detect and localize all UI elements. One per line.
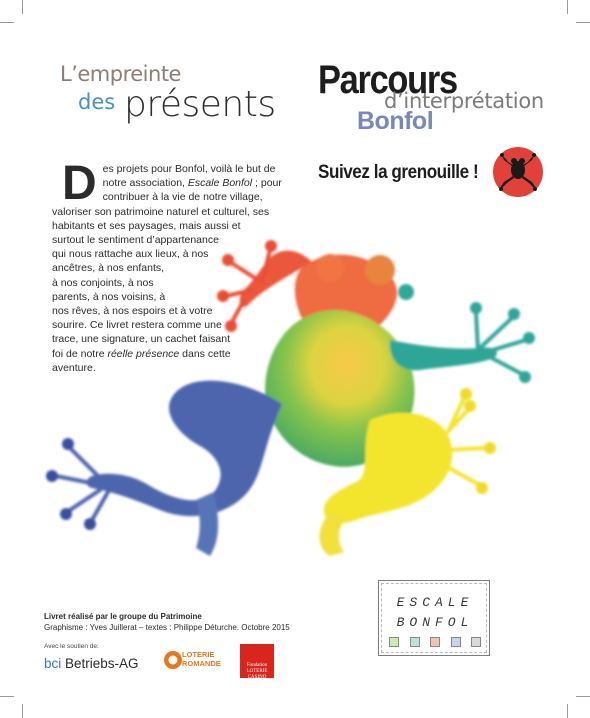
title-empreinte: L’empreinte: [60, 62, 181, 86]
loterie-line1: LOTERIE: [182, 650, 215, 659]
crop-mark: [567, 0, 568, 14]
intro-line: es projets pour Bonfol, voilà le but de: [102, 163, 276, 175]
credit-title: Livret réalisé par le groupe du Patrimoine: [44, 612, 202, 621]
intro-line: notre association, Escale Bonfol ; pour: [102, 177, 282, 190]
crop-mark: [22, 704, 23, 718]
title-parcours: Parcours: [318, 58, 457, 102]
escale-line2: BONFOL: [396, 615, 474, 630]
escale-icon-teal: [410, 637, 420, 647]
intro-line: foi de notre réelle présence dans cette: [52, 347, 231, 360]
intro-line: à nos conjoints, à nos: [52, 276, 154, 289]
escale-bonfol-stamp: [378, 580, 490, 656]
intro-line: nos rêves, à nos espoirs et à votre: [52, 305, 213, 318]
frog-badge-icon: [492, 146, 544, 198]
loterie-line2: ROMANDE: [182, 659, 221, 668]
dropcap: D: [62, 157, 97, 210]
sponsor-bci-logo: [44, 656, 139, 671]
escale-icons: [389, 637, 481, 647]
escale-icon-grey: [471, 637, 481, 647]
intro-line: habitants et ses paysages, mais aussi et: [52, 219, 241, 232]
title-presents: présents: [124, 84, 276, 125]
bci-name: Betriebs-AG: [61, 656, 139, 671]
crop-mark: [0, 696, 14, 697]
escale-icon-blue: [451, 637, 461, 647]
intro-line: sourire. Ce livret restera comme une: [52, 319, 222, 332]
sponsor-fondation-text: Fondation LOTERIE CASINO: [246, 663, 268, 680]
crop-mark: [22, 0, 23, 14]
intro-line: parents, à nos voisins, à: [52, 290, 166, 303]
intro-line: qui nous rattache aux lieux, à nos: [52, 248, 209, 261]
escale-icon-red: [430, 637, 440, 647]
subtitle-interpretation: d’interprétation: [384, 89, 544, 113]
bci-mark: bci: [44, 656, 62, 671]
support-label: Avec le soutien de:: [44, 643, 99, 650]
escale-icon-green: [389, 637, 399, 647]
crop-mark: [576, 22, 590, 23]
crop-mark: [567, 704, 568, 718]
escale-line1: ESCALE: [396, 595, 474, 610]
sponsor-loterie-text: [182, 650, 221, 668]
crop-mark: [576, 696, 590, 697]
intro-line: aventure.: [52, 361, 96, 374]
crop-mark: [0, 22, 14, 23]
intro-line: valoriser son patrimoine naturel et culturel, ses: [52, 205, 270, 218]
intro-line: trace, une signature, un cachet faisant: [52, 333, 231, 346]
intro-line: contribuer à la vie de notre village,: [102, 191, 263, 204]
title-des: des: [78, 90, 116, 114]
title-bonfol: Bonfol: [357, 107, 434, 135]
tagline: Suivez la grenouille !: [318, 162, 479, 183]
credit-detail: Graphisme : Yves Juillerat – textes : Philippe Déturche. Octobre 2015: [44, 623, 290, 632]
intro-line: ancêtres, à nos enfants,: [52, 262, 165, 275]
intro-paragraph: [52, 157, 292, 375]
intro-line: surtout le sentiment d’appartenance: [52, 234, 219, 247]
